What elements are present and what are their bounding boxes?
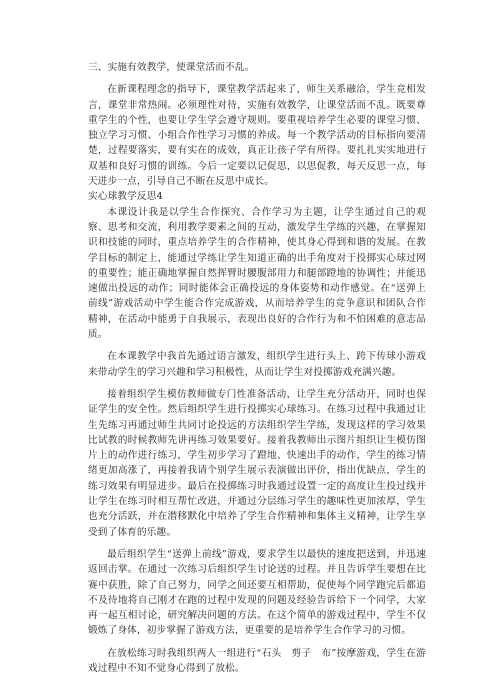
paragraph-effective-teaching: 在新课程理念的指导下，课堂教学活起来了，师生关系融洽，学生竞相发言，课堂非常热闹。必须理性对待，实施有效教学，让课堂活而不乱。既要尊重学生的个性，也要让学生学会遵守规则。要重视培养学生必要的课堂习惯、独立学习习惯、小组合作性学习习惯的养成。每一个教学活动的目标指向要清楚，过程要落实，要有实在的成效，真正让孩子学有所得。要扎扎实实地进行双基和良好习惯的训练。今后一定要以记促思，以思促教，每天反思一点，每天进步一点，引导自己不断在反思中成长。 (88, 84, 426, 188)
section-heading: 三、实施有效教学，使课堂活而不乱。 (88, 62, 255, 73)
document-body (88, 60, 426, 676)
paragraph-warmup-game: 在本课教学中我首先通过语言激发，组织学生进行头上、跨下传球小游戏来带动学生的学习兴趣和学习积极性，从而让学生对投掷游戏充满兴趣。 (88, 351, 426, 378)
article-title: 实心球教学反思4 (88, 191, 163, 203)
paragraph-relaxation: 在放松练习时我组织两人一组进行“石头 剪子 布”按摩游戏，学生在游戏过程中不知不觉身心得到了放松。 (88, 647, 426, 674)
paragraph-practice: 接着组织学生模仿教师做专门性准备活动，让学生充分活动开，同时也保证学生的安全性。然后组织学生进行投掷实心球练习。在练习过程中我通过让生先练习再通过师生共同讨论投远的方法组织学生学练，发现这样的学习效果比试教的时候教师先讲再练习效果要好。接着我教师出示图片组织让生模仿图片上的动作进行练习，学生初步学习了蹬地、快速出手的动作，学生的练习情绪更加高涨了，再接着我请个别学生展示表演做出评价，指出优缺点，学生的练习效果有明显进步。最后在投掷练习时我通过设置一定的高度让生投过线并让学生在练习时相互帮忙改进，并通过分层练习学生的趣味性更加浓厚，学生也充分活跃，并在潜移默化中培养了学生合作精神和集体主义精神，让学生享受到了体育的乐趣。 (88, 388, 426, 538)
paragraph-relay-game: 最后组织学生“送弹上前线”游戏，要求学生以最快的速度把送到，并迅速返回击掌。在通过一次练习后组织学生讨论送的过程。并且告诉学生要想在比赛中获胜，除了自己努力，同学之间还要互相帮助，促使每个同学跑完后都追不及待地将自己刚才在跑的过程中发现的问题及经验告诉给下一个同学，大家再一起互相讨论，研究解决问题的方法。在这个简单的游戏过程中，学生不仅锻炼了身体，初步掌握了游戏方法，更重要的是培养学生合作学习的习惯。 (88, 548, 426, 637)
paragraph-lesson-design: 本课设计我是以学生合作探究、合作学习为主题，让学生通过自己的观察、思考和交流，利用教学要素之间的互动，激发学生学练的兴趣，在掌握知识和技能的同时，重点培养学生的合作精神，使其身心得到和谐的发展。在教学目标的制定上，能通过学练让学生知道正确的出手角度对于投掷实心球过网的重要性；能正确地掌握自然挥臂时腰腹部用力和腿部蹬地的协调性；并能迅速做出投远的动作；同时能体会正确投远的身体姿势和动作感觉。在“送弹上前线”游戏活动中学生能合作完成游戏，从而培养学生的竞争意识和团队合作精神，在活动中能勇于自我展示，表现出良好的合作行为和不怕困难的意志品质。 (88, 206, 426, 341)
